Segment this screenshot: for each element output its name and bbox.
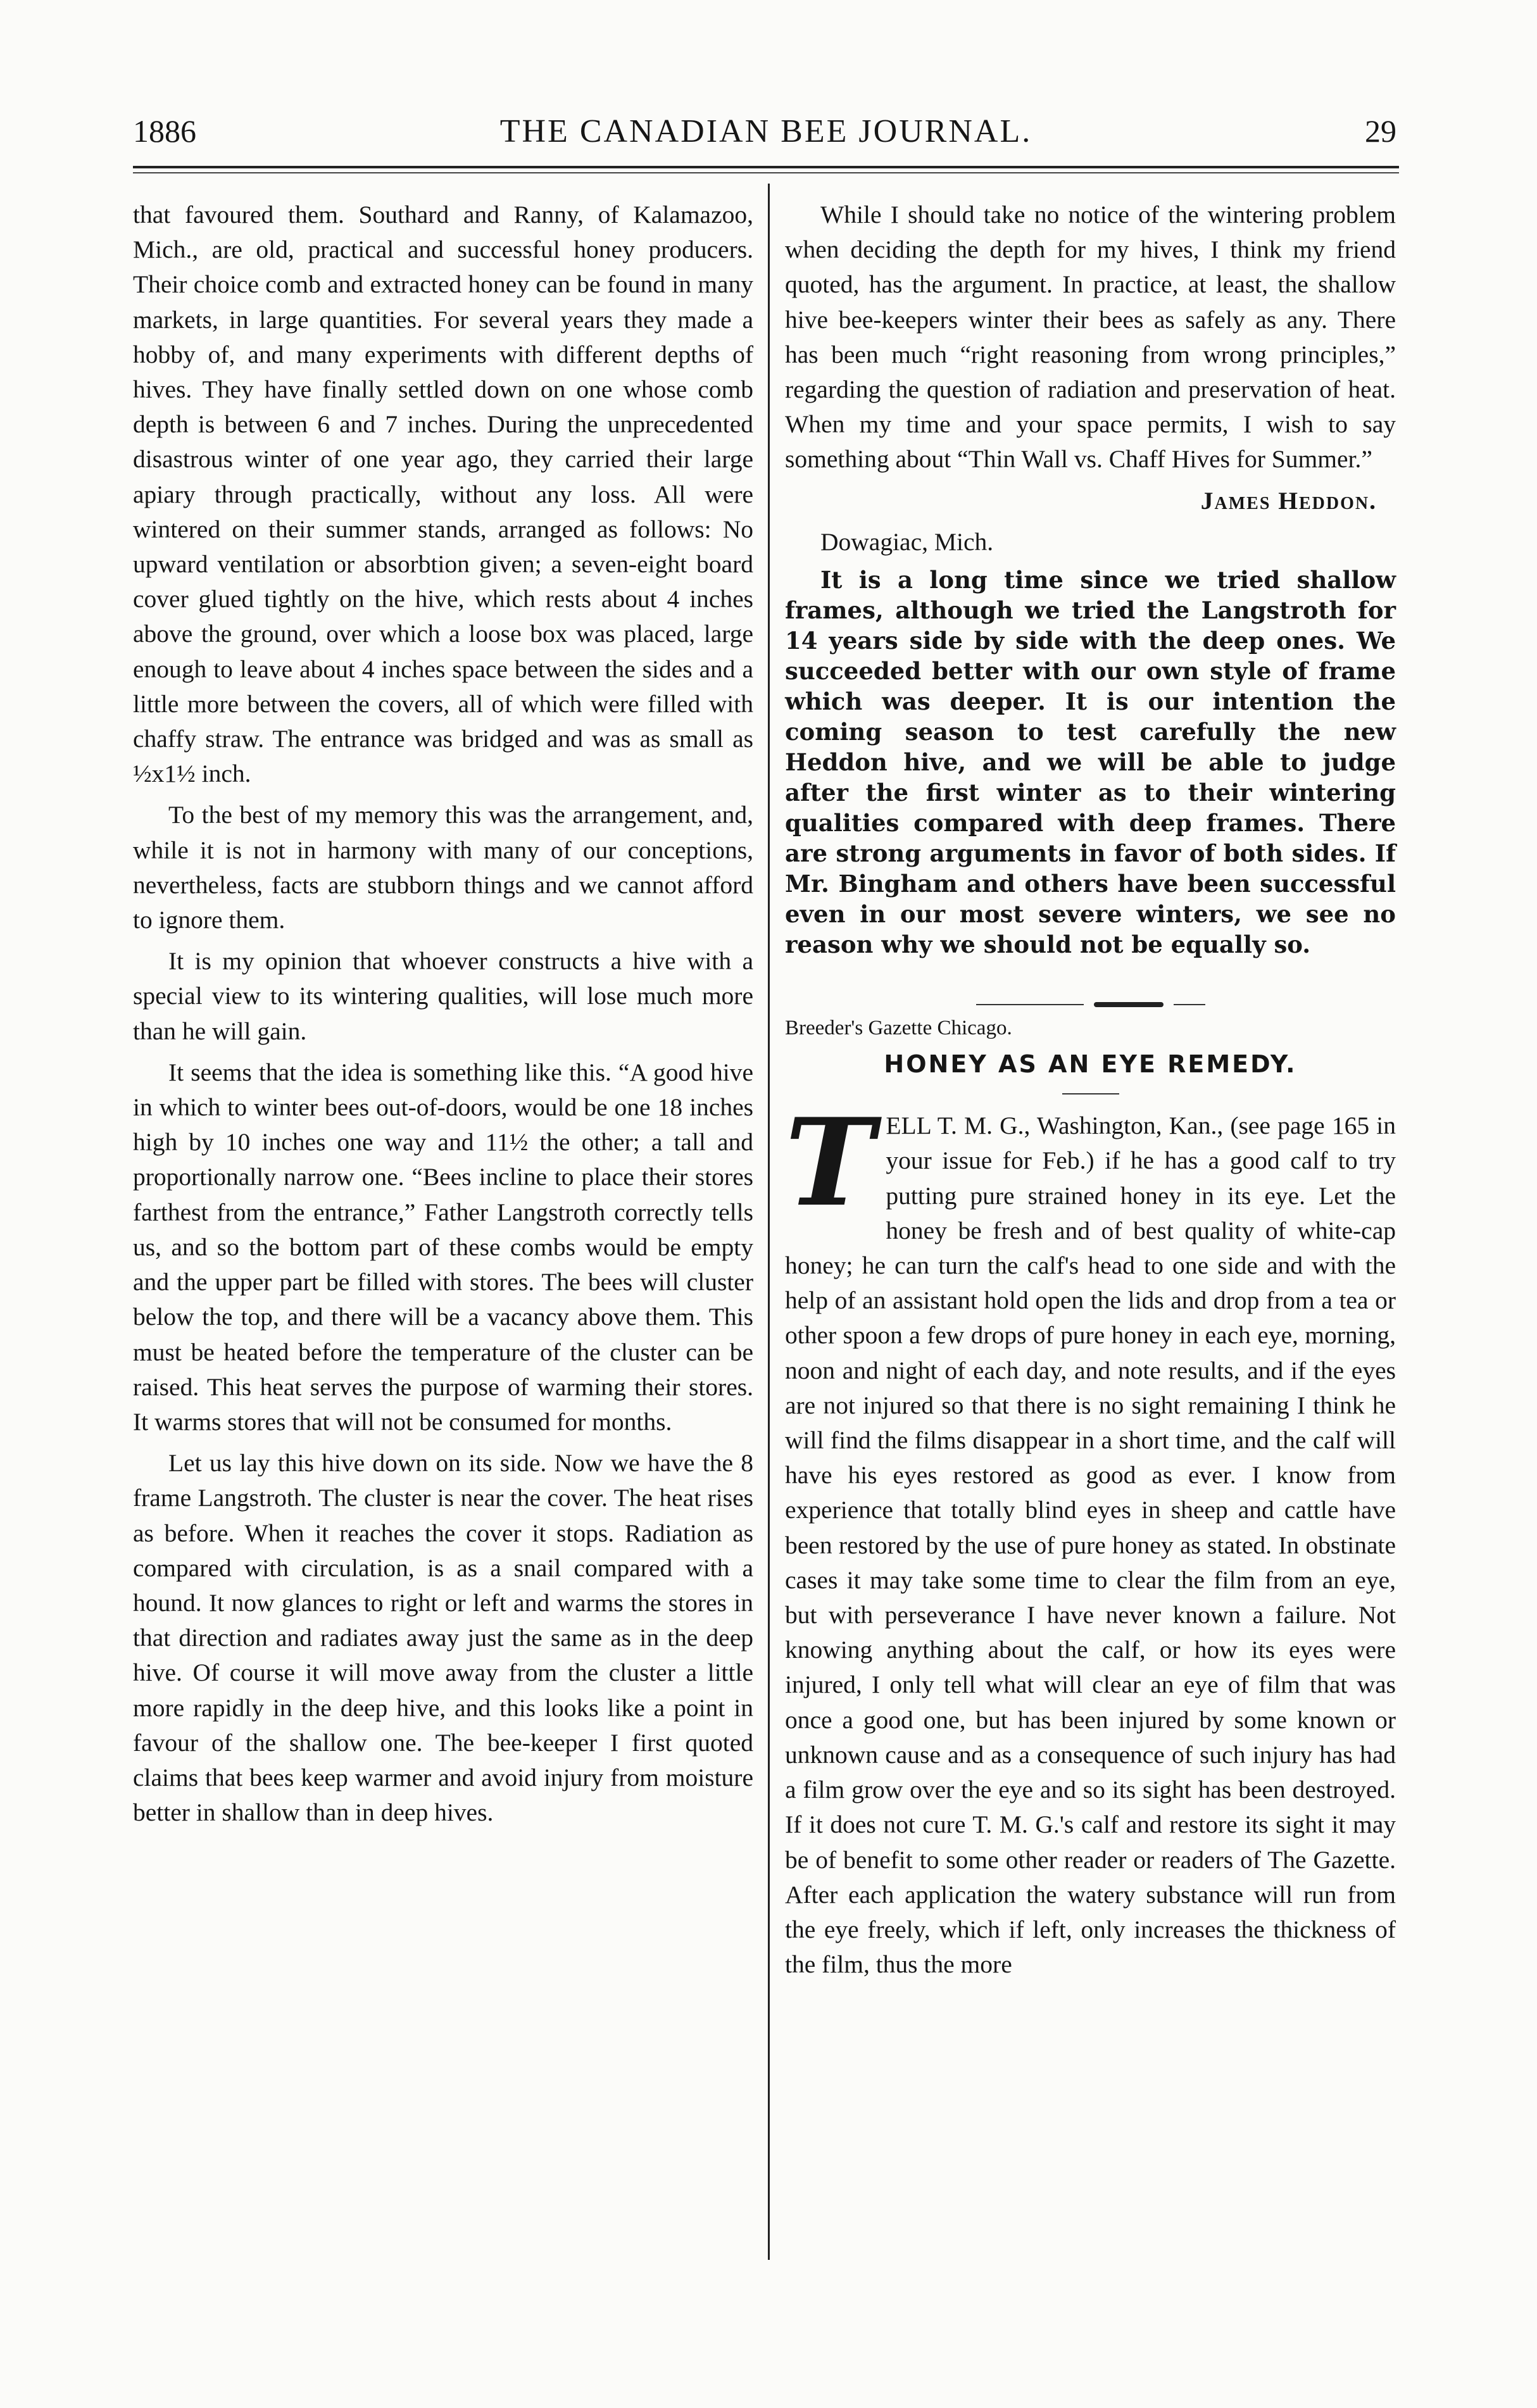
editor-note-text: It is a long time since we tried shallow frames, although we tried the Langstroth for 14 years side by side with the deep ones. We succeeded better with our own style of frame which was deeper. It is our intention the coming season to test carefully the new Heddon hive, and we will be able to judge after the first winter as to their wintering qualities compared with deep frames. There are strong arguments in favor of both sides. If Mr. Bingham and others have been successful even in our most severe winters, we see no reason why we should not be equally so. [785,566,1396,959]
author-signature: James Heddon. [1200,486,1377,515]
paragraph: that favoured them. Southard and Ranny, of Kalamazoo, Mich., are old, practical and successful honey producers. Their choice comb and extracted honey can be found in many markets, in large quantities. For several years they made a hobby of, and many experiments with different depths of hives. They have finally settled down on one whose comb depth is between 6 and 7 inches. During the unprecedented disastrous winter of one year ago, they carried their large apiary through practically, without any loss. All were wintered on their summer stands, arranged as follows: No upward ventilation or absorbtion given; a seven-eight board cover glued tightly on the hive, which rests about 4 inches above the ground, over which a loose box was placed, large enough to leave about 4 inches space between the sides and a little more between the covers, all of which were filled with chaffy straw. The entrance was bridged and was as small as ½x1½ inch. [133,201,753,788]
drop-cap: T [785,1092,875,1234]
page-number: 29 [1365,113,1396,149]
paragraph: It seems that the idea is something like this. “A good hive in which to winter bees out-of-doors, would be one 18 inches high by 10 inches one way and 11½ the other; a tall and proportionally narrow one. “Bees incline to place their stores farthest from the entrance,” Father Langstroth correctly tells us, and so the bottom part of these combs would be empty and the upper part be filled with stores. The bees will cluster below the top, and there will be a vacancy above them. This must be heated before the temperature of the cluster can be raised. This heat serves the purpose of warming their stores. It warms stores that will not be consumed for months. [133,1058,753,1436]
paragraph: Let us lay this hive down on its side. Now we have the 8 frame Langstroth. The cluster is near the cover. The heat rises as before. When it reaches the cover it stops. Radiation as compared with circulation, is as a snail compared with a hound. It now glances to right or left and warms the stores in that direction and radiates away just the same as in the deep hive. Of course it will move away from the cluster a little more rapidly in the deep hive, and this looks like a point in favour of the shallow one. The bee-keeper I first quoted claims that bees keep warmer and avoid injury from moisture better in shallow than in deep hives. [133,1449,753,1827]
editor-note [785,565,1396,960]
header-year: 1886 [133,113,196,149]
title-rule [1062,1093,1119,1094]
article-body-text: ELL T. M. G., Washington, Kan., (see page 165 in your issue for Feb.) if he has a good calf to try putting pure strained honey in its eye. Let the honey be fresh and of best quality of white-cap honey; he can turn the calf's head to one side and with the help of an assistant hold open the lids and drop from a tea or other spoon a few drops of pure honey in each eye, morning, noon and night of each day, and note results, and if the eyes are not injured so that there is no sight remaining I think he will find the films disappear in a short time, and the calf will have his eyes restored as good as ever. I know from experience that totally blind eyes in sheep and cattle have been restored by the use of pure honey as stated. In obstinate cases it may take some time to clear the film from an eye, but with perseverance I have never known a failure. Not knowing anything about the calf, or how its eyes were injured, I only tell what will clear an eye of film that was once a good one, but has been injured by some known or unknown cause and as a consequence of such injury has had a film grow over the eye and so its sight has been destroyed. If it does not cure T. M. G.'s calf and restore its sight it may be of benefit to some other reader or readers of The Gazette. After each application the watery substance will run from the eye freely, which if left, only increases the thickness of the film, thus the more [785,1112,1396,1979]
article-title: HONEY AS AN EYE REMEDY. [884,1050,1297,1079]
page-header [133,113,1399,157]
author-location: Dowagiac, Mich. [820,527,994,556]
paragraph: To the best of my memory this was the arrangement, and, while it is not in harmony with many of our conceptions, nevertheless, facts are stubborn things and we cannot afford to ignore them. [133,801,753,934]
article-first-paragraph [785,1092,1396,1982]
paragraph: It is my opinion that whoever constructs a hive with a special view to its wintering qualities, will lose much more than he will gain. [133,947,753,1045]
header-rule-thin [133,172,1399,173]
section-ornament [785,985,1396,998]
journal-title: THE CANADIAN BEE JOURNAL. [499,113,1032,149]
paragraph: While I should take no notice of the wintering problem when deciding the depth for my hives, I think my friend quoted, has the argument. In practice, at least, the shallow hive bee-keepers winter their bees as safely as any. There has been much “right reasoning from wrong principles,” regarding the question of radiation and preservation of heat. When my time and your space permits, I wish to say something about “Thin Wall vs. Chaff Hives for Summer.” [785,201,1396,473]
right-column [785,198,1396,1988]
column-divider [768,184,770,2260]
header-rule [133,166,1399,168]
article-source: Breeder's Gazette Chicago. [785,1017,1012,1040]
left-column [133,198,753,1836]
